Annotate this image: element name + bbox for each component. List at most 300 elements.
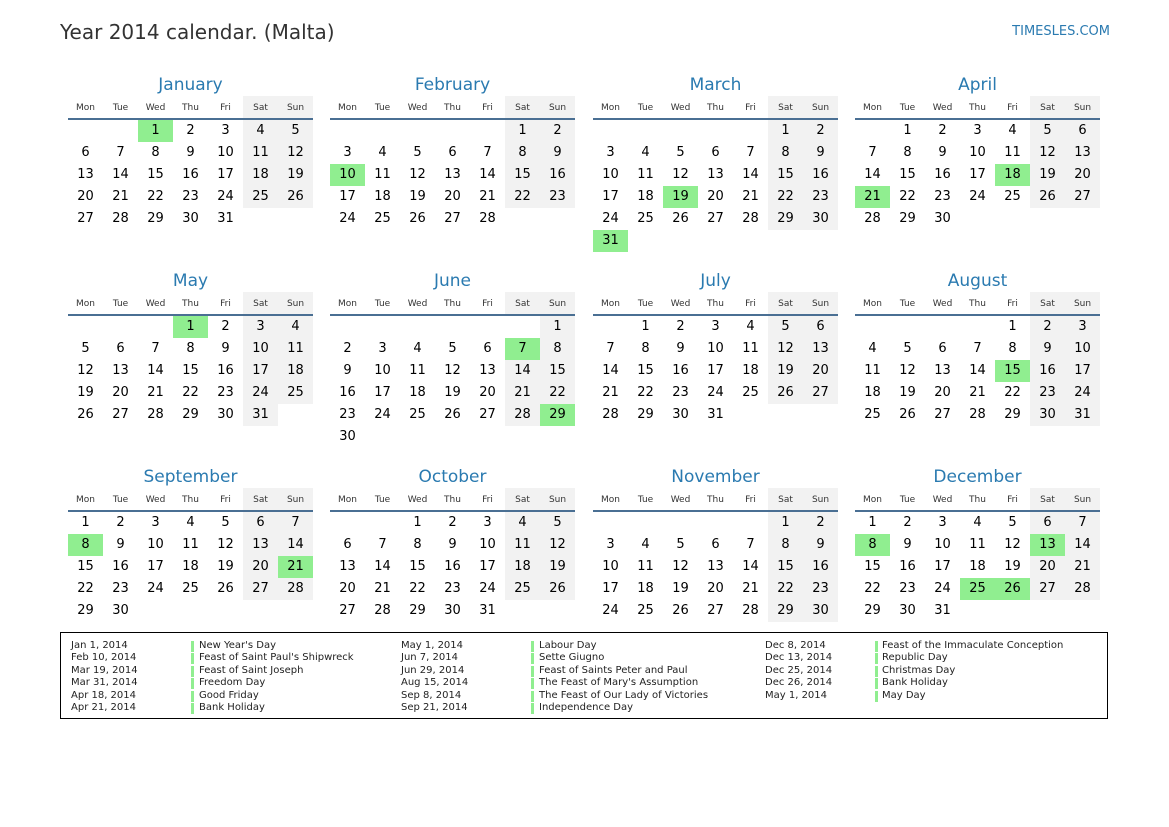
day-cell[interactable]: 9 [903,537,912,552]
day-cell[interactable]: 3 [378,341,387,356]
day-cell[interactable]: 24 [969,189,986,204]
day-cell[interactable]: 14 [742,559,759,574]
day-cell[interactable]: 26 [444,407,461,422]
day-cell[interactable]: 28 [278,578,313,600]
day-cell[interactable]: 17 [147,559,164,574]
day-cell[interactable]: 18 [864,385,881,400]
day-cell[interactable]: 10 [1065,338,1100,360]
day-cell[interactable]: 5 [221,515,230,530]
day-cell[interactable]: 7 [278,512,313,534]
day-cell[interactable]: 18 [243,164,278,186]
day-cell[interactable]: 10 [934,537,951,552]
day-cell[interactable]: 26 [672,211,689,226]
day-cell[interactable]: 25 [864,407,881,422]
day-cell[interactable]: 24 [147,581,164,596]
day-cell[interactable]: 31 [1065,404,1100,426]
day-cell[interactable]: 15 [864,559,881,574]
day-cell[interactable]: 12 [672,167,689,182]
day-cell[interactable]: 13 [243,534,278,556]
day-cell[interactable]: 22 [899,189,916,204]
day-cell[interactable]: 28 [147,407,164,422]
day-cell[interactable]: 3 [243,316,278,338]
day-cell[interactable]: 11 [969,537,986,552]
day-cell[interactable]: 14 [374,559,391,574]
day-cell[interactable]: 18 [374,189,391,204]
day-cell[interactable]: 8 [413,537,422,552]
day-cell[interactable]: 4 [186,515,195,530]
day-cell[interactable]: 27 [707,211,724,226]
day-cell[interactable]: 20 [707,581,724,596]
day-cell[interactable]: 2 [676,319,685,334]
day-cell[interactable]: 23 [803,186,838,208]
day-cell[interactable]: 10 [479,537,496,552]
day-cell[interactable]: 15 [899,167,916,182]
day-cell[interactable]: 27 [1065,186,1100,208]
day-cell[interactable]: 10 [969,145,986,160]
holiday-day-cell[interactable]: 8 [855,534,890,556]
day-cell[interactable]: 4 [746,319,755,334]
day-cell[interactable]: 9 [186,145,195,160]
day-cell[interactable]: 12 [768,338,803,360]
day-cell[interactable]: 2 [803,512,838,534]
day-cell[interactable]: 23 [1030,382,1065,404]
day-cell[interactable]: 11 [742,341,759,356]
holiday-day-cell[interactable]: 1 [173,316,208,338]
day-cell[interactable]: 23 [182,189,199,204]
day-cell[interactable]: 14 [742,167,759,182]
day-cell[interactable]: 23 [444,581,461,596]
day-cell[interactable]: 18 [505,556,540,578]
day-cell[interactable]: 8 [768,142,803,164]
day-cell[interactable]: 6 [803,316,838,338]
day-cell[interactable]: 10 [374,363,391,378]
day-cell[interactable]: 29 [77,603,94,618]
day-cell[interactable]: 20 [479,385,496,400]
day-cell[interactable]: 3 [938,515,947,530]
day-cell[interactable]: 22 [182,385,199,400]
day-cell[interactable]: 16 [934,167,951,182]
day-cell[interactable]: 30 [934,211,951,226]
day-cell[interactable]: 13 [479,363,496,378]
day-cell[interactable]: 20 [77,189,94,204]
day-cell[interactable]: 2 [116,515,125,530]
day-cell[interactable]: 22 [864,581,881,596]
day-cell[interactable]: 24 [374,407,391,422]
day-cell[interactable]: 10 [602,167,619,182]
day-cell[interactable]: 9 [343,363,352,378]
day-cell[interactable]: 29 [864,603,881,618]
day-cell[interactable]: 3 [151,515,160,530]
day-cell[interactable]: 22 [505,186,540,208]
day-cell[interactable]: 6 [938,341,947,356]
day-cell[interactable]: 11 [182,537,199,552]
day-cell[interactable]: 17 [243,360,278,382]
day-cell[interactable]: 9 [116,537,125,552]
day-cell[interactable]: 18 [182,559,199,574]
day-cell[interactable]: 28 [479,211,496,226]
day-cell[interactable]: 23 [899,581,916,596]
day-cell[interactable]: 12 [217,537,234,552]
day-cell[interactable]: 9 [448,537,457,552]
day-cell[interactable]: 9 [676,341,685,356]
day-cell[interactable]: 20 [707,189,724,204]
day-cell[interactable]: 24 [217,189,234,204]
day-cell[interactable]: 7 [973,341,982,356]
day-cell[interactable]: 11 [374,167,391,182]
day-cell[interactable]: 5 [1008,515,1017,530]
day-cell[interactable]: 14 [278,534,313,556]
day-cell[interactable]: 1 [540,316,575,338]
day-cell[interactable]: 28 [864,211,881,226]
day-cell[interactable]: 26 [672,603,689,618]
day-cell[interactable]: 22 [77,581,94,596]
day-cell[interactable]: 20 [1065,164,1100,186]
day-cell[interactable]: 15 [637,363,654,378]
day-cell[interactable]: 27 [934,407,951,422]
day-cell[interactable]: 3 [606,537,615,552]
day-cell[interactable]: 7 [746,145,755,160]
day-cell[interactable]: 16 [182,167,199,182]
day-cell[interactable]: 16 [540,164,575,186]
day-cell[interactable]: 27 [112,407,129,422]
day-cell[interactable]: 22 [637,385,654,400]
day-cell[interactable]: 23 [672,385,689,400]
day-cell[interactable]: 17 [1065,360,1100,382]
day-cell[interactable]: 28 [969,407,986,422]
day-cell[interactable]: 17 [374,385,391,400]
day-cell[interactable]: 5 [81,341,90,356]
day-cell[interactable]: 28 [742,603,759,618]
day-cell[interactable]: 23 [217,385,234,400]
day-cell[interactable]: 21 [374,581,391,596]
day-cell[interactable]: 28 [374,603,391,618]
day-cell[interactable]: 25 [278,382,313,404]
day-cell[interactable]: 15 [182,363,199,378]
day-cell[interactable]: 21 [742,581,759,596]
day-cell[interactable]: 18 [637,189,654,204]
day-cell[interactable]: 25 [409,407,426,422]
holiday-day-cell[interactable]: 15 [995,360,1030,382]
day-cell[interactable]: 15 [147,167,164,182]
day-cell[interactable]: 24 [1065,382,1100,404]
day-cell[interactable]: 22 [1004,385,1021,400]
day-cell[interactable]: 26 [409,211,426,226]
day-cell[interactable]: 22 [409,581,426,596]
day-cell[interactable]: 24 [339,211,356,226]
day-cell[interactable]: 24 [602,211,619,226]
day-cell[interactable]: 21 [147,385,164,400]
holiday-day-cell[interactable]: 26 [995,578,1030,600]
holiday-day-cell[interactable]: 29 [540,404,575,426]
day-cell[interactable]: 11 [864,363,881,378]
day-cell[interactable]: 20 [444,189,461,204]
day-cell[interactable]: 21 [479,189,496,204]
holiday-day-cell[interactable]: 7 [505,338,540,360]
day-cell[interactable]: 26 [217,581,234,596]
day-cell[interactable]: 14 [864,167,881,182]
day-cell[interactable]: 4 [868,341,877,356]
day-cell[interactable]: 19 [77,385,94,400]
day-cell[interactable]: 10 [217,145,234,160]
day-cell[interactable]: 20 [803,360,838,382]
day-cell[interactable]: 2 [221,319,230,334]
day-cell[interactable]: 6 [116,341,125,356]
day-cell[interactable]: 30 [444,603,461,618]
day-cell[interactable]: 25 [243,186,278,208]
day-cell[interactable]: 16 [899,559,916,574]
day-cell[interactable]: 18 [409,385,426,400]
day-cell[interactable]: 27 [444,211,461,226]
day-cell[interactable]: 26 [1030,186,1065,208]
day-cell[interactable]: 30 [217,407,234,422]
day-cell[interactable]: 27 [707,603,724,618]
day-cell[interactable]: 21 [969,385,986,400]
day-cell[interactable]: 16 [1030,360,1065,382]
day-cell[interactable]: 2 [938,123,947,138]
site-link[interactable]: TIMESLES.COM [1012,24,1110,39]
day-cell[interactable]: 26 [278,186,313,208]
day-cell[interactable]: 8 [505,142,540,164]
day-cell[interactable]: 12 [444,363,461,378]
day-cell[interactable]: 15 [540,360,575,382]
day-cell[interactable]: 1 [868,515,877,530]
holiday-day-cell[interactable]: 18 [995,164,1030,186]
day-cell[interactable]: 19 [672,581,689,596]
holiday-day-cell[interactable]: 21 [278,556,313,578]
day-cell[interactable]: 8 [186,341,195,356]
day-cell[interactable]: 23 [803,578,838,600]
day-cell[interactable]: 9 [803,534,838,556]
day-cell[interactable]: 1 [413,515,422,530]
day-cell[interactable]: 31 [707,407,724,422]
day-cell[interactable]: 19 [899,385,916,400]
day-cell[interactable]: 10 [243,338,278,360]
day-cell[interactable]: 7 [868,145,877,160]
day-cell[interactable]: 25 [637,603,654,618]
day-cell[interactable]: 31 [217,211,234,226]
day-cell[interactable]: 2 [540,120,575,142]
day-cell[interactable]: 17 [707,363,724,378]
day-cell[interactable]: 30 [182,211,199,226]
holiday-day-cell[interactable]: 31 [593,230,628,252]
day-cell[interactable]: 14 [505,360,540,382]
day-cell[interactable]: 28 [112,211,129,226]
day-cell[interactable]: 11 [409,363,426,378]
day-cell[interactable]: 5 [676,537,685,552]
day-cell[interactable]: 15 [768,556,803,578]
day-cell[interactable]: 5 [540,512,575,534]
day-cell[interactable]: 5 [676,145,685,160]
day-cell[interactable]: 30 [339,429,356,444]
day-cell[interactable]: 9 [803,142,838,164]
day-cell[interactable]: 28 [1065,578,1100,600]
day-cell[interactable]: 6 [448,145,457,160]
day-cell[interactable]: 14 [969,363,986,378]
day-cell[interactable]: 3 [221,123,230,138]
day-cell[interactable]: 15 [77,559,94,574]
day-cell[interactable]: 29 [409,603,426,618]
day-cell[interactable]: 1 [768,512,803,534]
day-cell[interactable]: 19 [1004,559,1021,574]
day-cell[interactable]: 2 [1030,316,1065,338]
day-cell[interactable]: 13 [707,167,724,182]
day-cell[interactable]: 22 [768,578,803,600]
day-cell[interactable]: 16 [112,559,129,574]
day-cell[interactable]: 30 [803,208,838,230]
day-cell[interactable]: 4 [413,341,422,356]
day-cell[interactable]: 26 [77,407,94,422]
day-cell[interactable]: 9 [1030,338,1065,360]
day-cell[interactable]: 20 [339,581,356,596]
day-cell[interactable]: 26 [768,382,803,404]
day-cell[interactable]: 6 [1065,120,1100,142]
day-cell[interactable]: 17 [602,189,619,204]
day-cell[interactable]: 7 [606,341,615,356]
day-cell[interactable]: 29 [768,600,803,622]
day-cell[interactable]: 6 [343,537,352,552]
day-cell[interactable]: 7 [746,537,755,552]
day-cell[interactable]: 7 [378,537,387,552]
day-cell[interactable]: 4 [378,145,387,160]
day-cell[interactable]: 25 [637,211,654,226]
day-cell[interactable]: 27 [1030,578,1065,600]
day-cell[interactable]: 2 [186,123,195,138]
day-cell[interactable]: 21 [742,189,759,204]
day-cell[interactable]: 13 [77,167,94,182]
day-cell[interactable]: 10 [147,537,164,552]
day-cell[interactable]: 15 [409,559,426,574]
day-cell[interactable]: 15 [768,164,803,186]
day-cell[interactable]: 17 [969,167,986,182]
day-cell[interactable]: 4 [243,120,278,142]
holiday-day-cell[interactable]: 1 [138,120,173,142]
day-cell[interactable]: 1 [903,123,912,138]
day-cell[interactable]: 6 [711,145,720,160]
day-cell[interactable]: 2 [803,120,838,142]
day-cell[interactable]: 29 [768,208,803,230]
day-cell[interactable]: 19 [217,559,234,574]
day-cell[interactable]: 13 [444,167,461,182]
day-cell[interactable]: 17 [602,581,619,596]
day-cell[interactable]: 14 [602,363,619,378]
day-cell[interactable]: 1 [768,120,803,142]
day-cell[interactable]: 4 [1008,123,1017,138]
day-cell[interactable]: 16 [217,363,234,378]
day-cell[interactable]: 23 [540,186,575,208]
day-cell[interactable]: 27 [77,211,94,226]
day-cell[interactable]: 31 [934,603,951,618]
day-cell[interactable]: 19 [768,360,803,382]
day-cell[interactable]: 4 [278,316,313,338]
day-cell[interactable]: 28 [742,211,759,226]
day-cell[interactable]: 6 [711,537,720,552]
day-cell[interactable]: 7 [151,341,160,356]
day-cell[interactable]: 19 [409,189,426,204]
day-cell[interactable]: 29 [637,407,654,422]
day-cell[interactable]: 30 [899,603,916,618]
day-cell[interactable]: 30 [112,603,129,618]
day-cell[interactable]: 11 [278,338,313,360]
day-cell[interactable]: 4 [641,537,650,552]
holiday-day-cell[interactable]: 21 [855,186,890,208]
day-cell[interactable]: 19 [1030,164,1065,186]
holiday-day-cell[interactable]: 10 [330,164,365,186]
day-cell[interactable]: 5 [278,120,313,142]
day-cell[interactable]: 9 [540,142,575,164]
day-cell[interactable]: 14 [479,167,496,182]
day-cell[interactable]: 12 [899,363,916,378]
day-cell[interactable]: 12 [540,534,575,556]
day-cell[interactable]: 15 [505,164,540,186]
day-cell[interactable]: 25 [1004,189,1021,204]
day-cell[interactable]: 21 [112,189,129,204]
day-cell[interactable]: 30 [672,407,689,422]
day-cell[interactable]: 31 [243,404,278,426]
day-cell[interactable]: 16 [803,556,838,578]
day-cell[interactable]: 2 [448,515,457,530]
day-cell[interactable]: 3 [483,515,492,530]
day-cell[interactable]: 23 [112,581,129,596]
day-cell[interactable]: 25 [374,211,391,226]
day-cell[interactable]: 5 [413,145,422,160]
day-cell[interactable]: 26 [899,407,916,422]
day-cell[interactable]: 31 [479,603,496,618]
day-cell[interactable]: 8 [1008,341,1017,356]
day-cell[interactable]: 21 [602,385,619,400]
day-cell[interactable]: 24 [243,382,278,404]
day-cell[interactable]: 13 [339,559,356,574]
day-cell[interactable]: 6 [81,145,90,160]
day-cell[interactable]: 2 [343,341,352,356]
day-cell[interactable]: 13 [803,338,838,360]
day-cell[interactable]: 27 [479,407,496,422]
day-cell[interactable]: 8 [151,145,160,160]
day-cell[interactable]: 27 [243,578,278,600]
day-cell[interactable]: 18 [969,559,986,574]
day-cell[interactable]: 27 [803,382,838,404]
day-cell[interactable]: 5 [903,341,912,356]
day-cell[interactable]: 22 [768,186,803,208]
holiday-day-cell[interactable]: 19 [663,186,698,208]
day-cell[interactable]: 16 [803,164,838,186]
day-cell[interactable]: 10 [707,341,724,356]
day-cell[interactable]: 18 [637,581,654,596]
day-cell[interactable]: 28 [602,407,619,422]
day-cell[interactable]: 3 [606,145,615,160]
day-cell[interactable]: 29 [182,407,199,422]
day-cell[interactable]: 16 [444,559,461,574]
day-cell[interactable]: 4 [973,515,982,530]
day-cell[interactable]: 20 [1030,556,1065,578]
day-cell[interactable]: 1 [81,515,90,530]
day-cell[interactable]: 6 [1030,512,1065,534]
day-cell[interactable]: 16 [339,385,356,400]
day-cell[interactable]: 12 [278,142,313,164]
day-cell[interactable]: 25 [742,385,759,400]
day-cell[interactable]: 7 [1065,512,1100,534]
day-cell[interactable]: 30 [1030,404,1065,426]
day-cell[interactable]: 8 [641,341,650,356]
day-cell[interactable]: 23 [339,407,356,422]
day-cell[interactable]: 22 [147,189,164,204]
day-cell[interactable]: 20 [112,385,129,400]
day-cell[interactable]: 6 [243,512,278,534]
day-cell[interactable]: 5 [768,316,803,338]
day-cell[interactable]: 1 [641,319,650,334]
day-cell[interactable]: 18 [278,360,313,382]
day-cell[interactable]: 14 [112,167,129,182]
day-cell[interactable]: 13 [112,363,129,378]
